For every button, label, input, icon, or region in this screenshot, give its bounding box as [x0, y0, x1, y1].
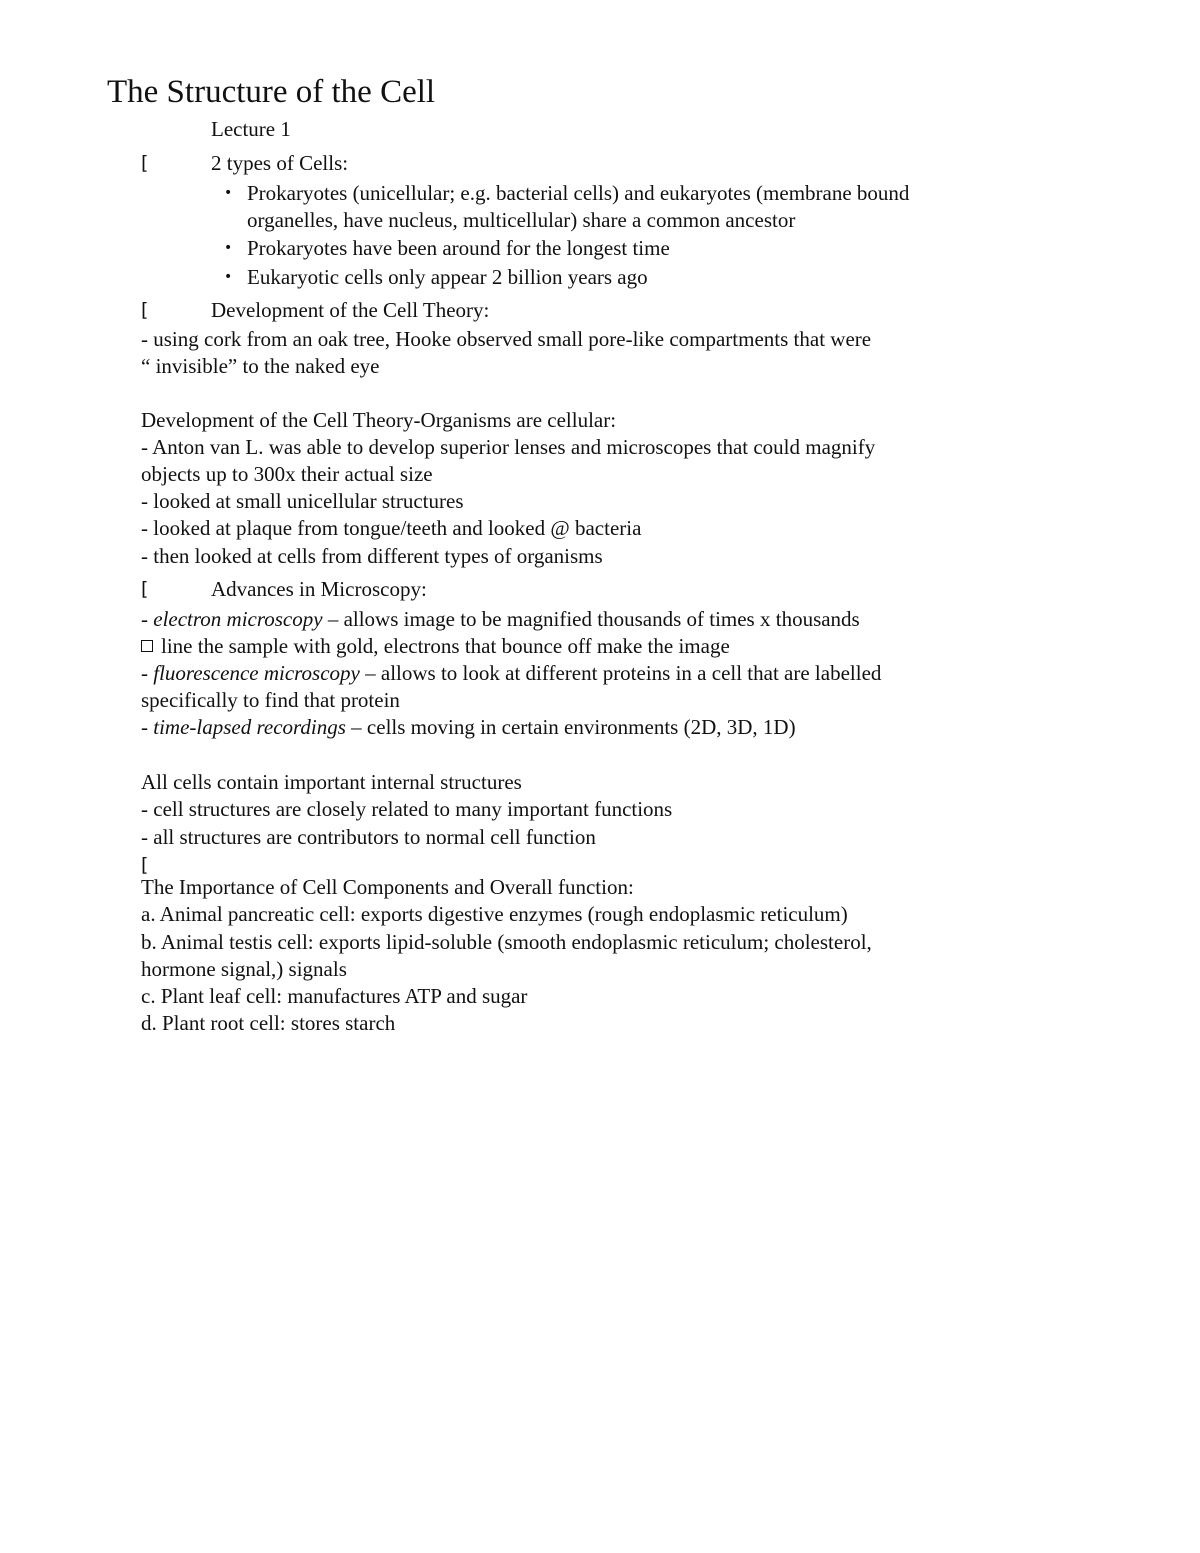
dash-prefix: -: [141, 715, 154, 739]
text-line: [141, 633, 730, 660]
text-line: - then looked at cells from different types of organisms: [141, 544, 603, 568]
bullet-icon: •: [224, 269, 233, 285]
text-line: c. Plant leaf cell: manufactures ATP and sugar: [141, 984, 528, 1008]
square-bullet-icon: [141, 640, 153, 652]
section-heading: Development of the Cell Theory:: [211, 298, 490, 322]
text-line: [141, 606, 860, 633]
section-marker-icon: [: [141, 578, 149, 600]
bullet-text: Prokaryotes have been around for the longest time: [247, 236, 670, 260]
term-description: – cells moving in certain environments (2D, 3D, 1D): [345, 715, 796, 739]
section-marker-icon: [: [141, 152, 149, 174]
text-line: a. Animal pancreatic cell: exports digestive enzymes (rough endoplasmic reticulum): [141, 902, 848, 926]
dash-prefix: -: [141, 661, 154, 685]
text-line: “ invisible” to the naked eye: [141, 354, 380, 378]
text-line: - looked at small unicellular structures: [141, 489, 464, 513]
bullet-icon: •: [224, 240, 233, 256]
text-line: - Anton van L. was able to develop superior lenses and microscopes that could magnify: [141, 435, 876, 459]
term-fluorescence-microscopy: fluorescence microscopy: [153, 661, 360, 685]
dash-prefix: -: [141, 607, 154, 631]
section-heading: Development of the Cell Theory-Organisms are cellular:: [141, 408, 617, 432]
bullet-text: organelles, have nucleus, multicellular) share a common ancestor: [247, 208, 796, 232]
text-line: - cell structures are closely related to many important functions: [141, 797, 673, 821]
term-electron-microscopy: electron microscopy: [153, 607, 323, 631]
bullet-text: Eukaryotic cells only appear 2 billion years ago: [247, 265, 648, 289]
section-heading: 2 types of Cells:: [211, 151, 349, 175]
text-line: hormone signal,) signals: [141, 957, 347, 981]
section-heading: All cells contain important internal structures: [141, 770, 522, 794]
lecture-label: Lecture 1: [211, 117, 291, 141]
section-heading: The Importance of Cell Components and Overall function:: [141, 875, 634, 899]
text-line: d. Plant root cell: stores starch: [141, 1011, 396, 1035]
text-line: - all structures are contributors to normal cell function: [141, 825, 596, 849]
text-line: objects up to 300x their actual size: [141, 462, 433, 486]
text-line: specifically to find that protein: [141, 688, 400, 712]
section-marker-icon: [: [141, 299, 149, 321]
text-line: [141, 660, 881, 687]
term-description: – allows image to be magnified thousands of times x thousands: [322, 607, 860, 631]
note-text: line the sample with gold, electrons that bounce off make the image: [161, 634, 730, 658]
bullet-icon: •: [224, 185, 233, 201]
text-line: - using cork from an oak tree, Hooke observed small pore-like compartments that were: [141, 327, 872, 351]
text-line: b. Animal testis cell: exports lipid-soluble (smooth endoplasmic reticulum; cholesterol,: [141, 930, 872, 954]
section-marker-icon: [: [141, 854, 149, 876]
page-title: The Structure of the Cell: [107, 74, 436, 110]
text-line: [141, 714, 796, 741]
term-description: – allows to look at different proteins in a cell that are labelled: [359, 661, 882, 685]
section-heading: Advances in Microscopy:: [211, 577, 427, 601]
bullet-text: Prokaryotes (unicellular; e.g. bacterial cells) and eukaryotes (membrane bound: [247, 181, 910, 205]
text-line: - looked at plaque from tongue/teeth and looked @ bacteria: [141, 516, 642, 540]
term-time-lapsed-recordings: time-lapsed recordings: [153, 715, 346, 739]
